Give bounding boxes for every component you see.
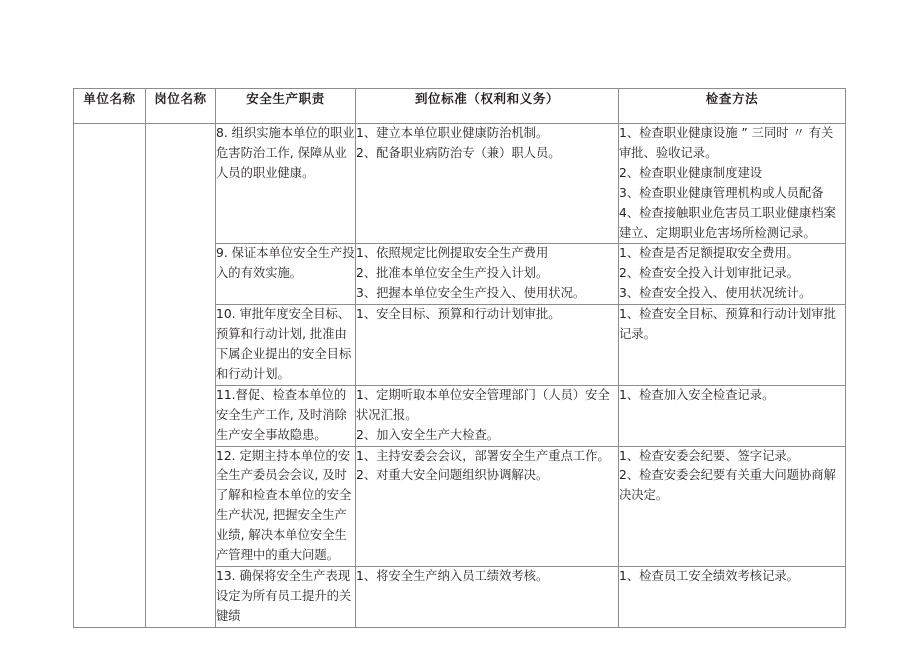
cell-standard	[356, 566, 619, 627]
method-item: 2、检查安全投入计划审批记录。	[619, 266, 799, 281]
duty-text: 9. 保证本单位安全生产投入的有效实施。	[216, 246, 355, 281]
cell-inspection-method	[619, 446, 846, 566]
header-row	[74, 89, 846, 124]
safety-duty-table	[73, 88, 846, 628]
cell-inspection-method	[619, 385, 846, 446]
cell-safety-duty	[216, 244, 356, 305]
method-item: 1、检查职业健康设施 ” 三同时 〃 有关审批、验收记录。	[619, 126, 834, 160]
cell-safety-duty	[216, 566, 356, 627]
method-item: 1、检查安全目标、预算和行动计划审批记录。	[619, 307, 836, 342]
table-header	[74, 89, 846, 124]
standard-item: 1、建立本单位职业健康防治机制。	[356, 126, 549, 140]
method-item: 3、检查职业健康管理机构或人员配备	[619, 185, 824, 200]
standard-item: 2、加入安全生产大检查。	[356, 427, 500, 442]
duty-text: 12. 定期主持本单位的安全生产委员会会议, 及时了解和检查本单位的安全生产状况, 把握安全生产业绩, 解决本单位安全生产管理中的重大问题。	[216, 448, 352, 563]
duty-table-container	[73, 88, 845, 628]
cell-safety-duty	[216, 124, 356, 244]
standard-item: 1、主持安委会会议，部署安全生产重点工作。	[356, 448, 610, 463]
method-item: 1、检查员工安全绩效考核记录。	[619, 568, 799, 583]
cell-standard	[356, 124, 619, 244]
table-row	[74, 124, 846, 244]
standard-item: 1、安全目标、预算和行动计划审批。	[356, 307, 561, 322]
standard-item: 2、对重大安全问题组织协调解决。	[356, 468, 549, 483]
table-body	[74, 124, 846, 628]
method-item: 4、检查接触职业危害员工职业健康档案建立、定期职业危害场所检测记录。	[619, 205, 836, 240]
cell-safety-duty	[216, 385, 356, 446]
duty-text: 8. 组织实施本单位的职业危害防治工作, 保障从业人员的职业健康。	[216, 126, 355, 180]
cell-unit-name	[74, 124, 146, 628]
duty-text: 10. 审批年度安全目标、预算和行动计划, 批准由下属企业提出的安全目标和行动计划。	[216, 307, 352, 381]
method-item: 2、检查职业健康制度建设	[619, 165, 763, 180]
standard-item: 1、定期听取本单位安全管理部门（人员）安全状况汇报。	[356, 387, 610, 422]
method-item: 1、检查是否足额提取安全费用。	[619, 246, 799, 261]
method-item: 3、检查安全投入、使用状况统计。	[619, 286, 812, 301]
standard-item: 3、把握本单位安全生产投入、使用状况。	[356, 286, 586, 301]
cell-standard	[356, 244, 619, 305]
method-item: 1、检查加入安全检查记录。	[619, 387, 775, 402]
cell-safety-duty	[216, 446, 356, 566]
column-header-post-name: 岗位名称	[146, 89, 216, 124]
column-header-standard: 到位标准（权利和义务）	[356, 89, 619, 124]
column-header-safety-duty: 安全生产职责	[216, 89, 356, 124]
cell-post-name	[146, 124, 216, 628]
standard-item: 1、依照规定比例提取安全生产费用	[356, 246, 549, 261]
cell-standard	[356, 385, 619, 446]
method-item: 2、检查安委会纪要有关重大问题协商解决决定。	[619, 468, 836, 503]
cell-safety-duty	[216, 305, 356, 386]
standard-item: 2、批准本单位安全生产投入计划。	[356, 266, 549, 281]
cell-standard	[356, 446, 619, 566]
cell-standard	[356, 305, 619, 386]
column-header-inspection-method: 检查方法	[619, 89, 846, 124]
duty-text: 13. 确保将安全生产表现设定为所有员工提升的关键绩	[216, 568, 352, 623]
duty-text: 11.督促、检查本单位的安全生产工作, 及时消除生产安全事故隐患。	[216, 387, 347, 442]
cell-inspection-method	[619, 244, 846, 305]
column-header-unit-name: 单位名称	[74, 89, 146, 124]
method-item: 1、检查安委会纪要、签字记录。	[619, 448, 799, 463]
cell-inspection-method	[619, 305, 846, 386]
cell-inspection-method	[619, 124, 846, 244]
cell-inspection-method	[619, 566, 846, 627]
standard-item: 1、将安全生产纳入员工绩效考核。	[356, 568, 549, 583]
standard-item: 2、配备职业病防治专（兼）职人员。	[356, 145, 561, 160]
